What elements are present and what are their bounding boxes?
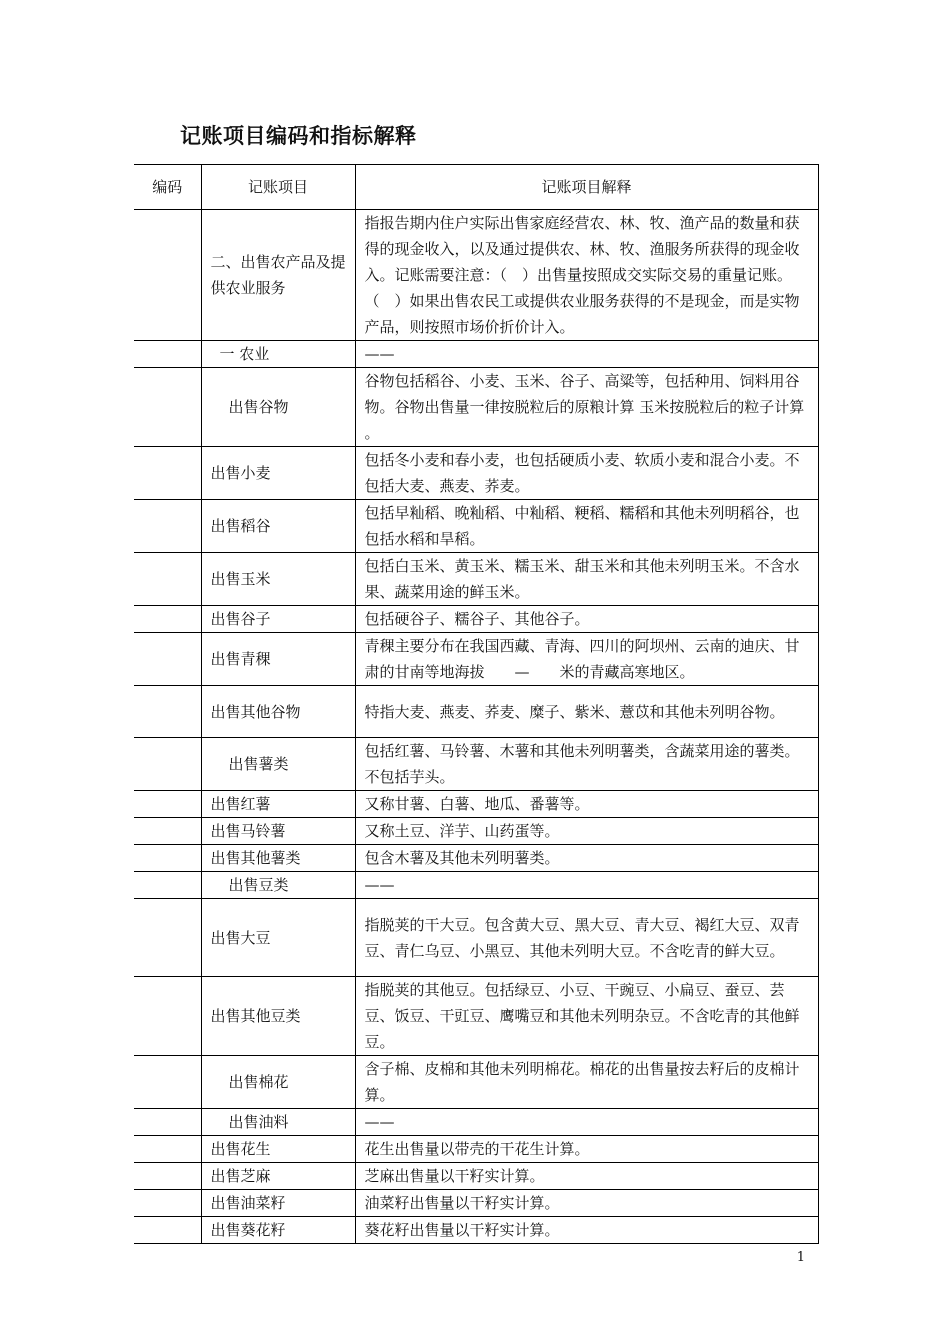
- row-code: [134, 1163, 201, 1190]
- row-explanation: 青稞主要分布在我国西藏、青海、四川的阿坝州、云南的迪庆、甘肃的甘南等地海拔 — 米的青藏高寒地区。: [355, 633, 818, 686]
- table-row: [134, 791, 818, 818]
- row-code: [134, 210, 201, 341]
- row-item: 一 农业: [201, 341, 355, 368]
- table-row: [134, 686, 818, 738]
- row-code: [134, 606, 201, 633]
- row-item: 出售油料: [201, 1109, 355, 1136]
- row-item: 出售谷物: [201, 368, 355, 447]
- table-row: [134, 899, 818, 977]
- row-item: 出售红薯: [201, 791, 355, 818]
- table-row: [134, 1163, 818, 1190]
- table-row: [134, 368, 818, 447]
- row-code: [134, 1056, 201, 1109]
- row-code: [134, 818, 201, 845]
- row-explanation: 包括红薯、马铃薯、木薯和其他未列明薯类，含蔬菜用途的薯类。不包括芋头。: [355, 738, 818, 791]
- row-code: [134, 845, 201, 872]
- row-explanation: 油菜籽出售量以干籽实计算。: [355, 1190, 818, 1217]
- table-row: [134, 210, 818, 341]
- row-code: [134, 447, 201, 500]
- row-item: 出售葵花籽: [201, 1217, 355, 1244]
- row-explanation: 包括冬小麦和春小麦，也包括硬质小麦、软质小麦和混合小麦。不包括大麦、燕麦、荞麦。: [355, 447, 818, 500]
- row-explanation: ——: [355, 872, 818, 899]
- table-row: [134, 500, 818, 553]
- row-explanation: 指脱荚的干大豆。包含黄大豆、黑大豆、青大豆、褐红大豆、双青豆、青仁乌豆、小黑豆、其他未列明大豆。不含吃青的鲜大豆。: [355, 899, 818, 977]
- table-row: [134, 1109, 818, 1136]
- row-explanation: 又称甘薯、白薯、地瓜、番薯等。: [355, 791, 818, 818]
- row-item: 出售稻谷: [201, 500, 355, 553]
- row-item: 出售小麦: [201, 447, 355, 500]
- page-title: 记账项目编码和指标解释: [180, 124, 417, 148]
- row-code: [134, 899, 201, 977]
- row-code: [134, 500, 201, 553]
- row-item: 出售豆类: [201, 872, 355, 899]
- header-explanation: 记账项目解释: [355, 165, 818, 210]
- table-row: [134, 1136, 818, 1163]
- row-code: [134, 977, 201, 1056]
- row-item: 出售花生: [201, 1136, 355, 1163]
- row-explanation: 葵花籽出售量以干籽实计算。: [355, 1217, 818, 1244]
- row-item: 出售薯类: [201, 738, 355, 791]
- row-code: [134, 1109, 201, 1136]
- table-header-row: [134, 165, 818, 210]
- row-explanation: 包括早籼稻、晚籼稻、中籼稻、粳稻、糯稻和其他未列明稻谷，也包括水稻和旱稻。: [355, 500, 818, 553]
- row-code: [134, 553, 201, 606]
- table-row: [134, 818, 818, 845]
- row-explanation: 含子棉、皮棉和其他未列明棉花。棉花的出售量按去籽后的皮棉计算。: [355, 1056, 818, 1109]
- row-explanation: 包括硬谷子、糯谷子、其他谷子。: [355, 606, 818, 633]
- row-explanation: 指脱荚的其他豆。包括绿豆、小豆、干豌豆、小扁豆、蚕豆、芸豆、饭豆、干豇豆、鹰嘴豆和其他未列明杂豆。不含吃青的其他鲜豆。: [355, 977, 818, 1056]
- header-item: 记账项目: [201, 165, 355, 210]
- table-row: [134, 633, 818, 686]
- row-item: 出售油菜籽: [201, 1190, 355, 1217]
- table-row: [134, 1217, 818, 1244]
- table-row: [134, 872, 818, 899]
- row-explanation: 花生出售量以带壳的干花生计算。: [355, 1136, 818, 1163]
- row-code: [134, 686, 201, 738]
- row-code: [134, 368, 201, 447]
- row-explanation: 谷物包括稻谷、小麦、玉米、谷子、高粱等，包括种用、饲料用谷物。谷物出售量一律按脱粒后的原粮计算 玉米按脱粒后的粒子计算 。: [355, 368, 818, 447]
- page-number: 1: [796, 1250, 805, 1265]
- row-item: 出售玉米: [201, 553, 355, 606]
- row-explanation: 特指大麦、燕麦、荞麦、糜子、紫米、薏苡和其他未列明谷物。: [355, 686, 818, 738]
- row-item: 出售青稞: [201, 633, 355, 686]
- row-explanation: 又称土豆、洋芋、山药蛋等。: [355, 818, 818, 845]
- table-row: [134, 447, 818, 500]
- header-code: 编码: [134, 165, 201, 210]
- row-code: [134, 1190, 201, 1217]
- row-explanation: 指报告期内住户实际出售家庭经营农、林、牧、渔产品的数量和获得的现金收入，以及通过提供农、林、牧、渔服务所获得的现金收入。记账需要注意：（ ）出售量按照成交实际交易的重量记账。（ ）如果出售农民工或提供农业服务获得的不是现金，而是实物产品，则按照市场价折价计入。: [355, 210, 818, 341]
- row-code: [134, 872, 201, 899]
- table-row: [134, 738, 818, 791]
- row-code: [134, 341, 201, 368]
- table-row: [134, 977, 818, 1056]
- row-item: 出售大豆: [201, 899, 355, 977]
- table-row: [134, 341, 818, 368]
- row-item: 出售芝麻: [201, 1163, 355, 1190]
- row-code: [134, 1136, 201, 1163]
- table-row: [134, 553, 818, 606]
- row-explanation: 包含木薯及其他未列明薯类。: [355, 845, 818, 872]
- table-row: [134, 1190, 818, 1217]
- row-item: 出售棉花: [201, 1056, 355, 1109]
- row-explanation: ——: [355, 1109, 818, 1136]
- row-item: 二、出售农产品及提供农业服务: [201, 210, 355, 341]
- row-item: 出售其他豆类: [201, 977, 355, 1056]
- accounting-items-table: [134, 164, 819, 1244]
- row-explanation: 芝麻出售量以干籽实计算。: [355, 1163, 818, 1190]
- table-row: [134, 845, 818, 872]
- row-item: 出售其他薯类: [201, 845, 355, 872]
- table-row: [134, 606, 818, 633]
- row-item: 出售谷子: [201, 606, 355, 633]
- row-code: [134, 738, 201, 791]
- row-code: [134, 1217, 201, 1244]
- row-code: [134, 791, 201, 818]
- row-explanation: 包括白玉米、黄玉米、糯玉米、甜玉米和其他未列明玉米。不含水果、蔬菜用途的鲜玉米。: [355, 553, 818, 606]
- row-code: [134, 633, 201, 686]
- row-item: 出售马铃薯: [201, 818, 355, 845]
- table-row: [134, 1056, 818, 1109]
- row-explanation: ——: [355, 341, 818, 368]
- row-item: 出售其他谷物: [201, 686, 355, 738]
